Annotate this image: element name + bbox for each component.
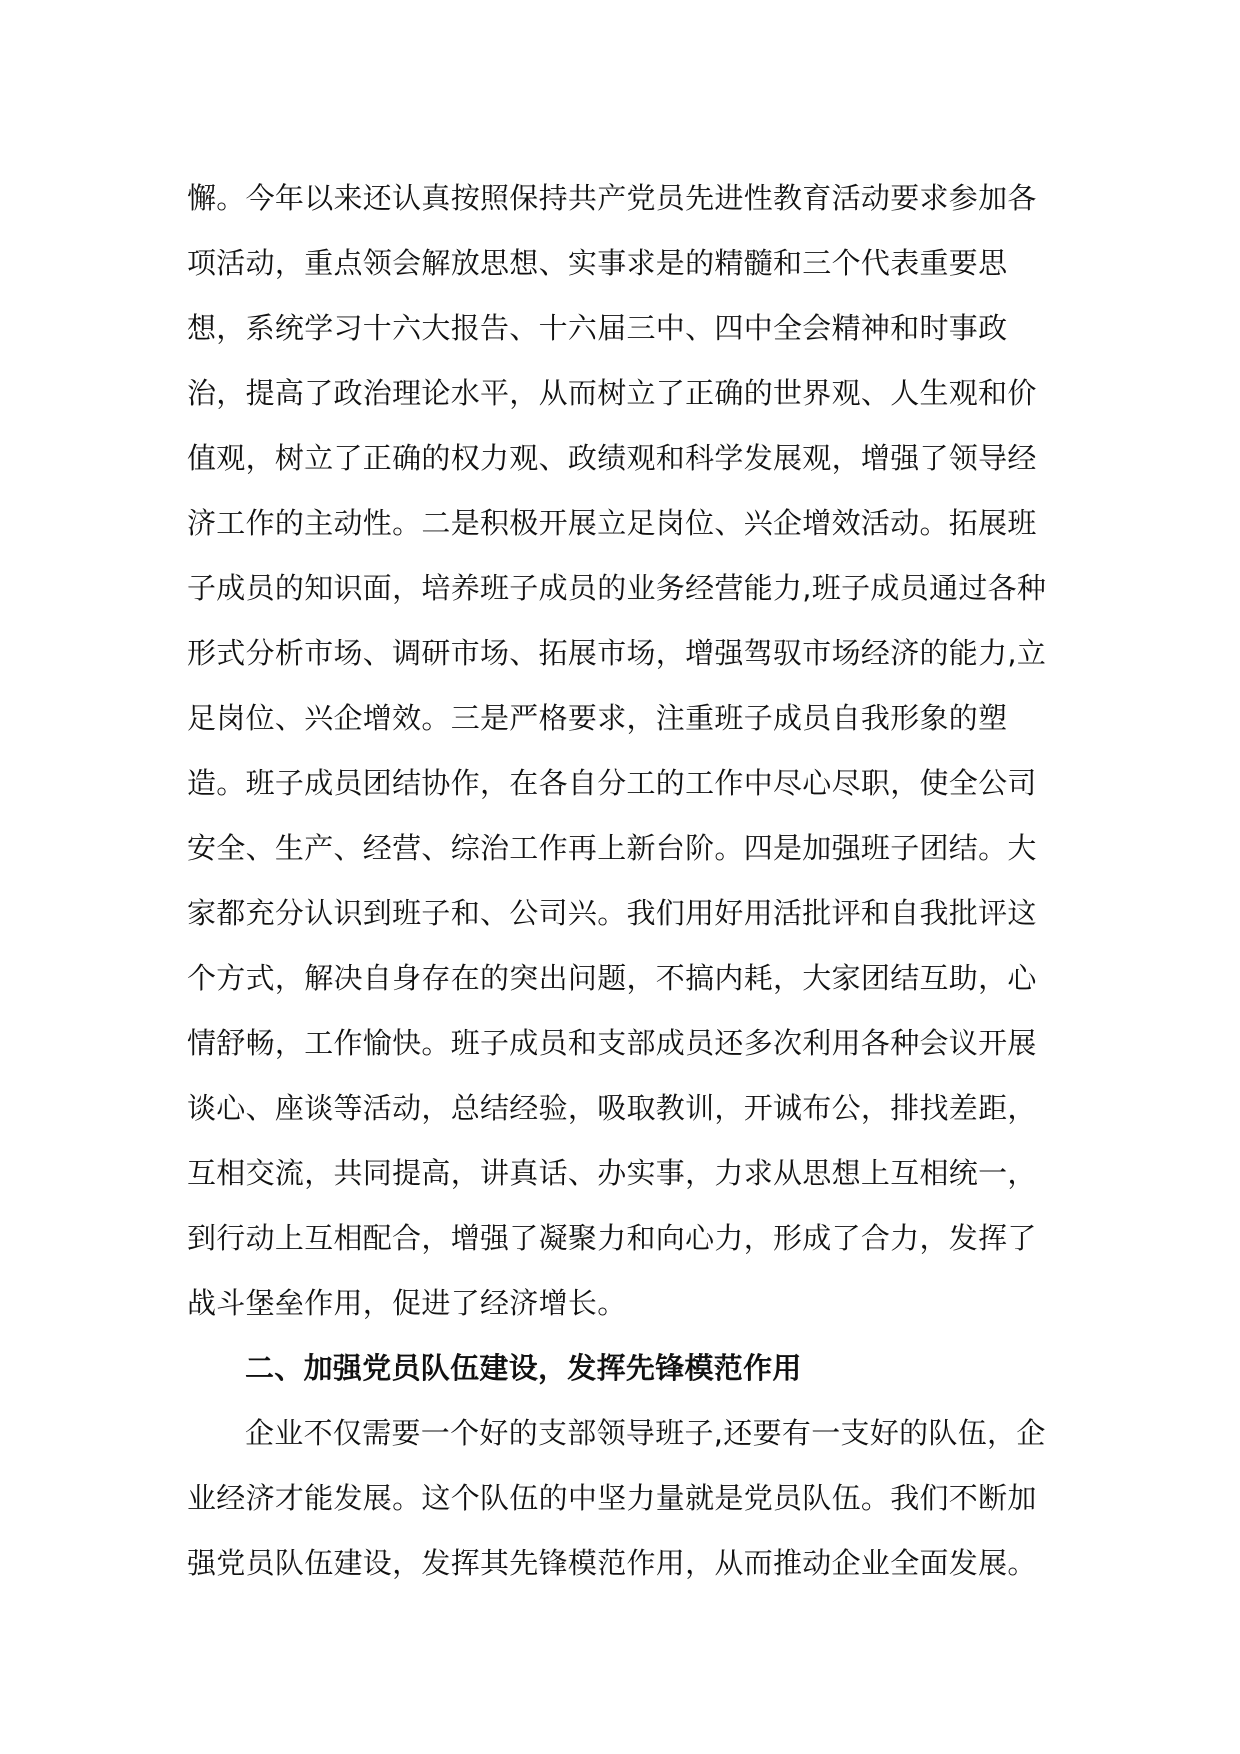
text-line: 治，提高了政治理论水平，从而树立了正确的世界观、人生观和价 [187, 376, 1037, 410]
text-line: 济工作的主动性。二是积极开展立足岗位、兴企增效活动。拓展班 [187, 506, 1037, 540]
text-line: 企业不仅需要一个好的支部领导班子,还要有一支好的队伍，企 [245, 1416, 1046, 1450]
body-text [187, 174, 1067, 1604]
text-line: 子成员的知识面，培养班子成员的业务经营能力,班子成员通过各种 [187, 571, 1047, 605]
section-heading: 二、加强党员队伍建设，发挥先锋模范作用 [245, 1351, 802, 1385]
text-line: 到行动上互相配合，增强了凝聚力和向心力，形成了合力，发挥了 [187, 1221, 1037, 1255]
text-line: 情舒畅，工作愉快。班子成员和支部成员还多次利用各种会议开展 [187, 1026, 1037, 1060]
text-line: 互相交流，共同提高，讲真话、办实事，力求从思想上互相统一， [187, 1156, 1037, 1190]
paragraph-1 [187, 174, 1067, 1344]
text-line: 想，系统学习十六大报告、十六届三中、四中全会精神和时事政 [187, 311, 1008, 345]
text-line: 强党员队伍建设，发挥其先锋模范作用，从而推动企业全面发展。 [187, 1546, 1037, 1580]
text-line: 懈。今年以来还认真按照保持共产党员先进性教育活动要求参加各 [187, 181, 1037, 215]
text-line: 谈心、座谈等活动，总结经验，吸取教训，开诚布公，排找差距， [187, 1091, 1037, 1125]
text-line: 值观，树立了正确的权力观、政绩观和科学发展观，增强了领导经 [187, 441, 1037, 475]
text-line: 家都充分认识到班子和、公司兴。我们用好用活批评和自我批评这 [187, 896, 1037, 930]
text-line: 形式分析市场、调研市场、拓展市场，增强驾驭市场经济的能力,立 [187, 636, 1047, 670]
text-line: 项活动，重点领会解放思想、实事求是的精髓和三个代表重要思 [187, 246, 1008, 280]
text-line: 足岗位、兴企增效。三是严格要求，注重班子成员自我形象的塑 [187, 701, 1008, 735]
text-line: 造。班子成员团结协作，在各自分工的工作中尽心尽职，使全公司 [187, 766, 1037, 800]
text-line: 安全、生产、经营、综治工作再上新台阶。四是加强班子团结。大 [187, 831, 1037, 865]
text-line: 战斗堡垒作用，促进了经济增长。 [187, 1286, 627, 1320]
text-line: 个方式，解决自身存在的突出问题，不搞内耗，大家团结互助，心 [187, 961, 1037, 995]
paragraph-2 [187, 1409, 1067, 1604]
text-line: 业经济才能发展。这个队伍的中坚力量就是党员队伍。我们不断加 [187, 1481, 1037, 1515]
